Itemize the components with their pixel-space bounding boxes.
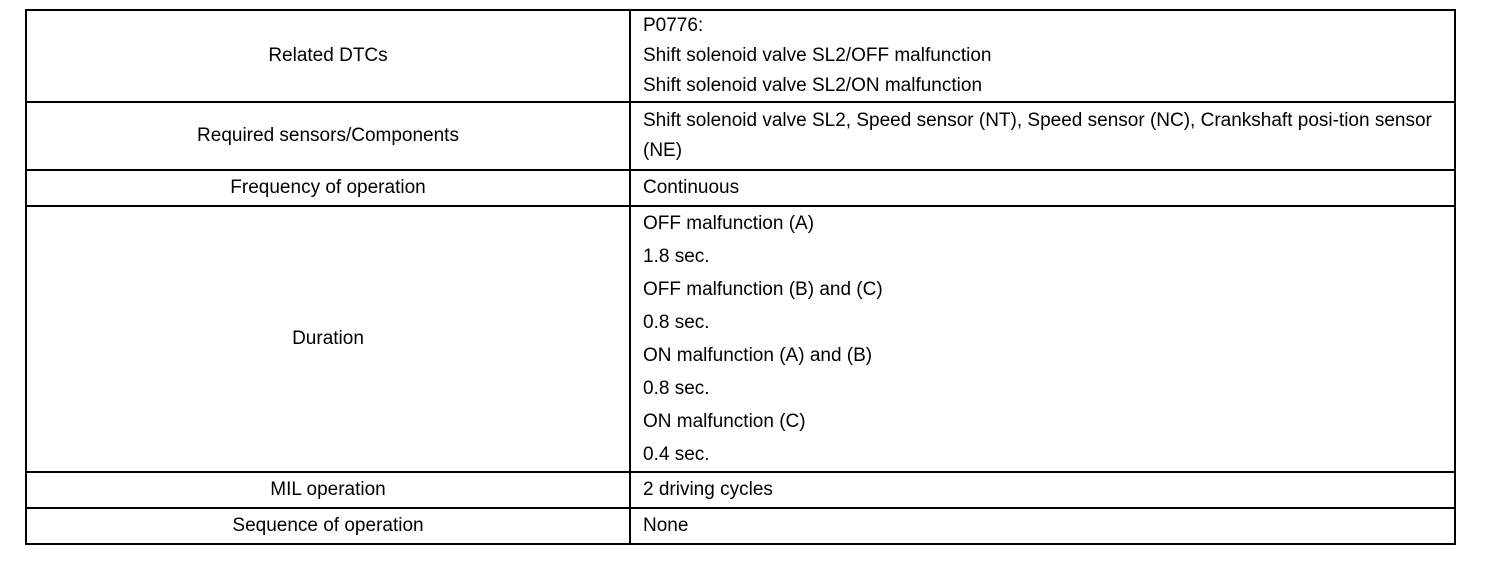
frequency-text: Continuous bbox=[643, 177, 740, 198]
mil-operation-text: 2 driving cycles bbox=[643, 479, 773, 500]
dtc-description: Shift solenoid valve SL2/ON malfunction bbox=[643, 75, 983, 96]
row-label-required-sensors: Required sensors/Components bbox=[26, 102, 630, 170]
row-label-sequence: Sequence of operation bbox=[26, 508, 630, 544]
row-value-related-dtcs bbox=[630, 10, 1455, 102]
row-label-mil-operation: MIL operation bbox=[26, 472, 630, 508]
table-row bbox=[26, 170, 1455, 206]
row-value-required-sensors bbox=[630, 102, 1455, 170]
table-row bbox=[26, 10, 1455, 102]
monitor-spec-table bbox=[25, 9, 1456, 545]
required-sensors-text: Shift solenoid valve SL2, Speed sensor (NT), Speed sensor (NC), Crankshaft posi-tion sensor (NE) bbox=[643, 110, 1432, 161]
table-row bbox=[26, 508, 1455, 544]
duration-value: 1.8 sec. bbox=[643, 246, 710, 267]
duration-value: 0.8 sec. bbox=[643, 378, 710, 399]
sequence-text: None bbox=[643, 515, 689, 536]
row-label-related-dtcs: Related DTCs bbox=[26, 10, 630, 102]
row-label-duration: Duration bbox=[26, 206, 630, 472]
row-value-frequency bbox=[630, 170, 1455, 206]
row-value-mil-operation bbox=[630, 472, 1455, 508]
row-label-frequency: Frequency of operation bbox=[26, 170, 630, 206]
dtc-description: Shift solenoid valve SL2/OFF malfunction bbox=[643, 45, 992, 66]
table-row bbox=[26, 206, 1455, 472]
row-value-sequence bbox=[630, 508, 1455, 544]
duration-condition: OFF malfunction (A) bbox=[643, 213, 815, 234]
duration-value: 0.4 sec. bbox=[643, 444, 710, 465]
duration-condition: ON malfunction (C) bbox=[643, 411, 806, 432]
dtc-code: P0776: bbox=[643, 15, 704, 36]
table-row bbox=[26, 102, 1455, 170]
table-row bbox=[26, 472, 1455, 508]
duration-condition: OFF malfunction (B) and (C) bbox=[643, 279, 883, 300]
duration-condition: ON malfunction (A) and (B) bbox=[643, 345, 873, 366]
duration-value: 0.8 sec. bbox=[643, 312, 710, 333]
row-value-duration bbox=[630, 206, 1455, 472]
